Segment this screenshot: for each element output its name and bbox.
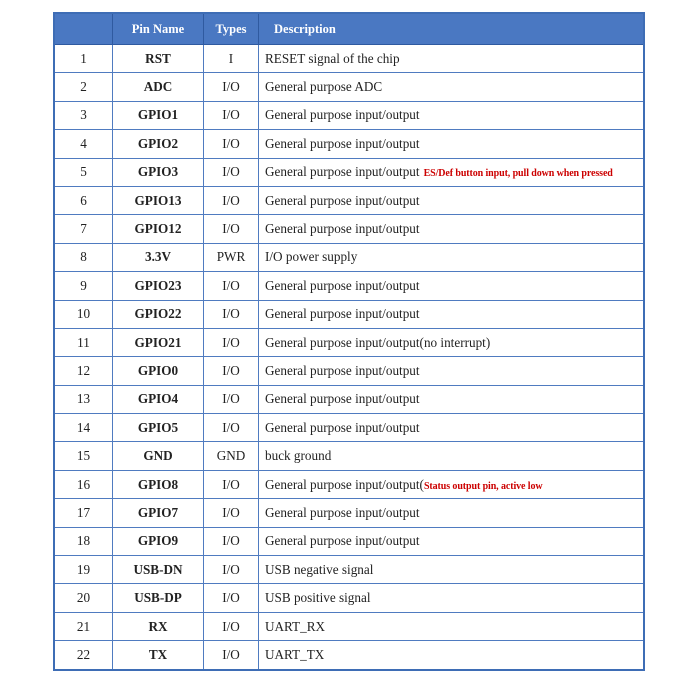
pin-type: I/O <box>204 385 259 413</box>
table-row <box>54 73 644 101</box>
pin-description-cell <box>259 357 645 385</box>
pin-description-cell <box>259 470 645 498</box>
pin-description-cell <box>259 158 645 186</box>
table-row <box>54 470 644 498</box>
pin-name: GPIO1 <box>113 101 204 129</box>
pin-name: RST <box>113 45 204 73</box>
pin-description: General purpose input/output <box>265 277 420 293</box>
pin-description-cell <box>259 300 645 328</box>
pin-number: 7 <box>54 215 113 243</box>
pin-description: RESET signal of the chip <box>265 50 400 66</box>
pin-type: PWR <box>204 243 259 271</box>
table-row <box>54 584 644 612</box>
pin-description-cell <box>259 584 645 612</box>
pin-number: 8 <box>54 243 113 271</box>
pin-number: 6 <box>54 186 113 214</box>
table-body <box>54 45 644 670</box>
pin-type: I/O <box>204 527 259 555</box>
header-number <box>54 13 113 45</box>
pin-description: General purpose input/output <box>265 391 420 407</box>
pin-description-cell <box>259 328 645 356</box>
pin-description-cell <box>259 414 645 442</box>
pin-number: 15 <box>54 442 113 470</box>
table-row <box>54 442 644 470</box>
pin-description: General purpose input/output(no interrupt) <box>265 334 491 350</box>
pin-name: RX <box>113 612 204 640</box>
pin-number: 17 <box>54 499 113 527</box>
pin-number: 1 <box>54 45 113 73</box>
pin-name: GPIO13 <box>113 186 204 214</box>
pin-description-cell <box>259 272 645 300</box>
pin-number: 22 <box>54 641 113 670</box>
pin-name: USB-DP <box>113 584 204 612</box>
pin-number: 5 <box>54 158 113 186</box>
pin-name: GPIO7 <box>113 499 204 527</box>
pin-type: I/O <box>204 130 259 158</box>
pin-name: GPIO12 <box>113 215 204 243</box>
pin-number: 2 <box>54 73 113 101</box>
pin-description: buck ground <box>265 448 332 464</box>
pin-description-cell <box>259 499 645 527</box>
pin-description-cell <box>259 130 645 158</box>
pin-description: General purpose input/output <box>265 107 420 123</box>
table-row <box>54 158 644 186</box>
table-row <box>54 45 644 73</box>
pin-type: I/O <box>204 328 259 356</box>
pin-description: UART_TX <box>265 646 325 662</box>
header-pin-name: Pin Name <box>113 13 204 45</box>
table-row <box>54 499 644 527</box>
pin-name: GND <box>113 442 204 470</box>
pin-name: 3.3V <box>113 243 204 271</box>
pin-number: 14 <box>54 414 113 442</box>
pin-name: GPIO4 <box>113 385 204 413</box>
pin-description-cell <box>259 527 645 555</box>
pin-name: GPIO0 <box>113 357 204 385</box>
pin-name: GPIO2 <box>113 130 204 158</box>
table-header <box>54 13 644 45</box>
pin-number: 3 <box>54 101 113 129</box>
pin-description: General purpose input/output <box>265 192 420 208</box>
pin-description: General purpose ADC <box>265 79 383 95</box>
pin-description: USB negative signal <box>265 561 374 577</box>
header-description: Description <box>259 13 645 45</box>
pin-description: General purpose input/output <box>265 504 420 520</box>
pin-description: General purpose input/output <box>265 221 420 237</box>
table-row <box>54 357 644 385</box>
pin-note: Status output pin, active low <box>423 480 543 492</box>
table-row <box>54 527 644 555</box>
pin-name: GPIO22 <box>113 300 204 328</box>
pin-type: I/O <box>204 300 259 328</box>
pin-note: ES/Def button input, pull down when pressed <box>423 168 613 180</box>
pin-description-cell <box>259 186 645 214</box>
table-row <box>54 101 644 129</box>
header-types: Types <box>204 13 259 45</box>
pin-type: I/O <box>204 357 259 385</box>
pin-number: 10 <box>54 300 113 328</box>
pin-name: GPIO21 <box>113 328 204 356</box>
pin-number: 11 <box>54 328 113 356</box>
header-row <box>54 13 644 45</box>
table-row <box>54 556 644 584</box>
pin-number: 21 <box>54 612 113 640</box>
pin-description: General purpose input/output <box>265 306 420 322</box>
pin-type: I/O <box>204 73 259 101</box>
pin-number: 20 <box>54 584 113 612</box>
pin-number: 12 <box>54 357 113 385</box>
pin-description-cell <box>259 215 645 243</box>
table-row <box>54 328 644 356</box>
table-row <box>54 186 644 214</box>
pin-description: General purpose input/output <box>265 362 420 378</box>
pin-type: I/O <box>204 584 259 612</box>
pin-description: General purpose input/output <box>265 164 420 180</box>
pin-description-cell <box>259 385 645 413</box>
pin-description: General purpose input/output <box>265 135 420 151</box>
pin-description: USB positive signal <box>265 590 371 606</box>
table-row <box>54 612 644 640</box>
pin-description-cell <box>259 641 645 670</box>
pin-name: TX <box>113 641 204 670</box>
pin-number: 9 <box>54 272 113 300</box>
pin-number: 16 <box>54 470 113 498</box>
pin-description: General purpose input/output <box>265 419 420 435</box>
pin-description-cell <box>259 45 645 73</box>
pin-description: General purpose input/output( <box>265 476 424 492</box>
pin-name: GPIO3 <box>113 158 204 186</box>
pin-number: 19 <box>54 556 113 584</box>
pin-type: I/O <box>204 556 259 584</box>
pin-number: 4 <box>54 130 113 158</box>
table-row <box>54 243 644 271</box>
pin-number: 13 <box>54 385 113 413</box>
pin-name: GPIO8 <box>113 470 204 498</box>
pin-type: I <box>204 45 259 73</box>
pin-type: I/O <box>204 215 259 243</box>
pin-type: I/O <box>204 499 259 527</box>
pin-type: I/O <box>204 158 259 186</box>
pin-name: GPIO9 <box>113 527 204 555</box>
pin-table <box>53 12 645 671</box>
pin-type: I/O <box>204 414 259 442</box>
table-row <box>54 272 644 300</box>
pin-description-cell <box>259 442 645 470</box>
pin-type: I/O <box>204 101 259 129</box>
table-row <box>54 215 644 243</box>
pin-number: 18 <box>54 527 113 555</box>
pin-description: General purpose input/output <box>265 533 420 549</box>
pin-description-cell <box>259 612 645 640</box>
table-row <box>54 130 644 158</box>
pin-type: I/O <box>204 612 259 640</box>
pin-name: USB-DN <box>113 556 204 584</box>
pin-type: I/O <box>204 641 259 670</box>
table-row <box>54 641 644 670</box>
pin-type: GND <box>204 442 259 470</box>
pin-description: UART_RX <box>265 618 326 634</box>
pin-type: I/O <box>204 186 259 214</box>
pin-type: I/O <box>204 470 259 498</box>
pin-description: I/O power supply <box>265 249 358 265</box>
pin-description-cell <box>259 243 645 271</box>
table-row <box>54 300 644 328</box>
pin-type: I/O <box>204 272 259 300</box>
pin-name: ADC <box>113 73 204 101</box>
pin-name: GPIO5 <box>113 414 204 442</box>
pin-description-cell <box>259 101 645 129</box>
table-row <box>54 414 644 442</box>
pin-name: GPIO23 <box>113 272 204 300</box>
pin-description-cell <box>259 73 645 101</box>
table-row <box>54 385 644 413</box>
pin-description-cell <box>259 556 645 584</box>
